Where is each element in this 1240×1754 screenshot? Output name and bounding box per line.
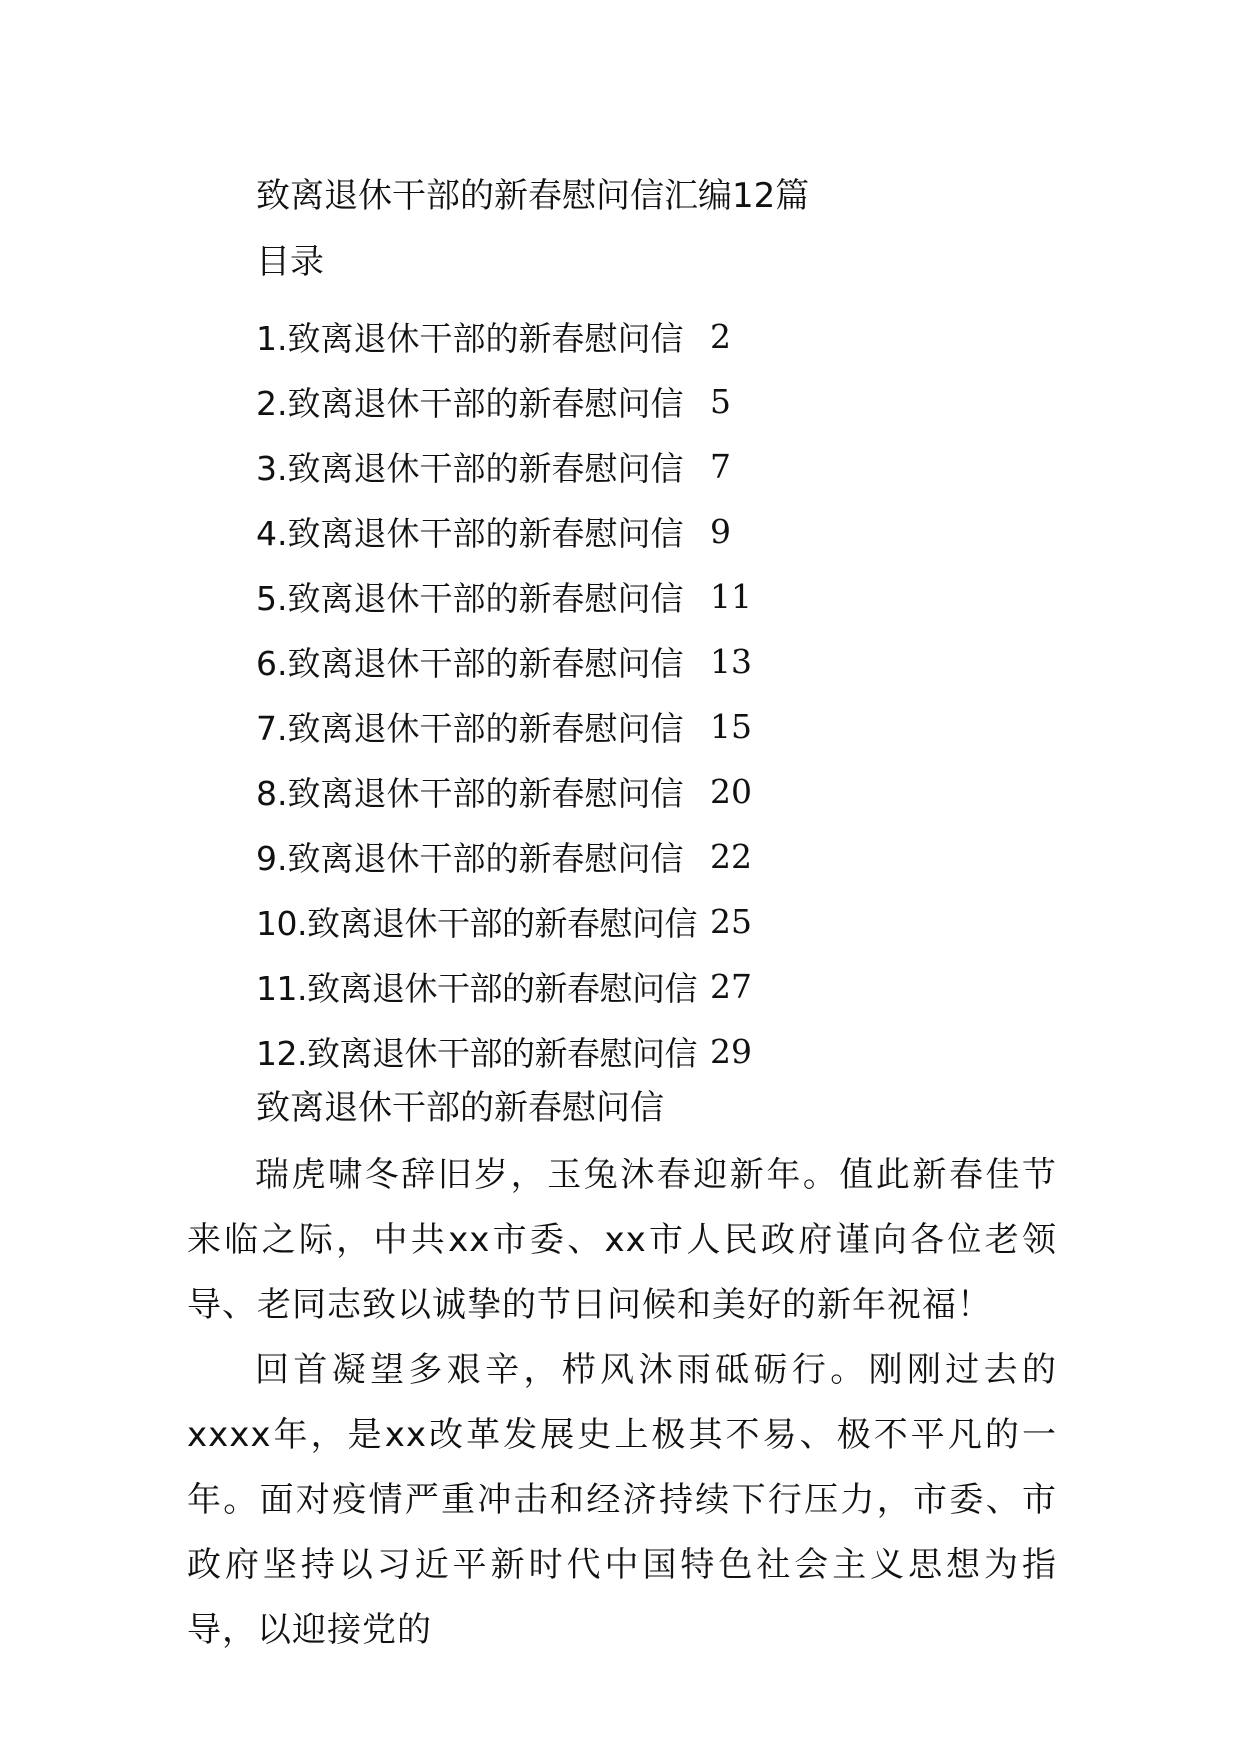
toc-entry[interactable] (256, 694, 752, 759)
toc-entry-title: 3.致离退休干部的新春慰问信 (256, 449, 684, 488)
toc-entry[interactable] (256, 759, 752, 824)
toc-entry[interactable] (256, 564, 752, 629)
toc-entry[interactable] (256, 434, 752, 499)
toc-entry-page: 15 (710, 707, 752, 746)
toc-entry-page: 29 (710, 1032, 752, 1071)
paragraph: 瑞虎啸冬辞旧岁，玉兔沐春迎新年。值此新春佳节来临之际，中共xx市委、xx市人民政府谨向各位老领导、老同志致以诚挚的节日问候和美好的新年祝福！ (187, 1155, 1057, 1325)
toc-entry-page: 7 (710, 447, 731, 486)
toc-entry-page: 13 (710, 642, 752, 681)
document-title: 致离退休干部的新春慰问信汇编12篇 (256, 176, 810, 216)
letter-body (187, 1143, 1057, 1663)
toc-entry-page: 5 (710, 382, 731, 421)
toc-entry-title: 4.致离退休干部的新春慰问信 (256, 514, 684, 553)
toc-entry[interactable] (256, 369, 752, 434)
toc-entry-title: 10.致离退休干部的新春慰问信 (256, 904, 697, 943)
toc-entry-page: 27 (710, 967, 752, 1006)
toc-entry-title: 5.致离退休干部的新春慰问信 (256, 579, 684, 618)
toc-entry-page: 22 (710, 837, 752, 876)
toc-entry-title: 11.致离退休干部的新春慰问信 (256, 969, 697, 1008)
toc-entry-title: 1.致离退休干部的新春慰问信 (256, 319, 684, 358)
table-of-contents (256, 304, 752, 1084)
toc-entry[interactable] (256, 824, 752, 889)
toc-entry[interactable] (256, 1019, 752, 1084)
toc-entry[interactable] (256, 499, 752, 564)
toc-entry-title: 6.致离退休干部的新春慰问信 (256, 644, 684, 683)
toc-entry-page: 2 (710, 317, 731, 356)
toc-entry-title: 8.致离退休干部的新春慰问信 (256, 774, 684, 813)
section-heading: 致离退休干部的新春慰问信 (256, 1088, 664, 1128)
paragraph: 回首凝望多艰辛，栉风沐雨砥砺行。刚刚过去的xxxx年，是xx改革发展史上极其不易、极不平凡的一年。面对疫情严重冲击和经济持续下行压力，市委、市政府坚持以习近平新时代中国特色社会主义思想为指导，以迎接党的 (187, 1350, 1057, 1650)
toc-entry-page: 9 (710, 512, 731, 551)
toc-entry-title: 2.致离退休干部的新春慰问信 (256, 384, 684, 423)
toc-entry-page: 20 (710, 772, 752, 811)
toc-entry[interactable] (256, 954, 752, 1019)
toc-entry-title: 7.致离退休干部的新春慰问信 (256, 709, 684, 748)
toc-entry[interactable] (256, 889, 752, 954)
toc-entry-page: 25 (710, 902, 752, 941)
toc-entry-title: 9.致离退休干部的新春慰问信 (256, 839, 684, 878)
toc-entry-page: 11 (710, 577, 752, 616)
toc-entry[interactable] (256, 629, 752, 694)
toc-entry-title: 12.致离退休干部的新春慰问信 (256, 1034, 697, 1073)
toc-entry[interactable] (256, 304, 752, 369)
toc-heading: 目录 (256, 242, 324, 282)
